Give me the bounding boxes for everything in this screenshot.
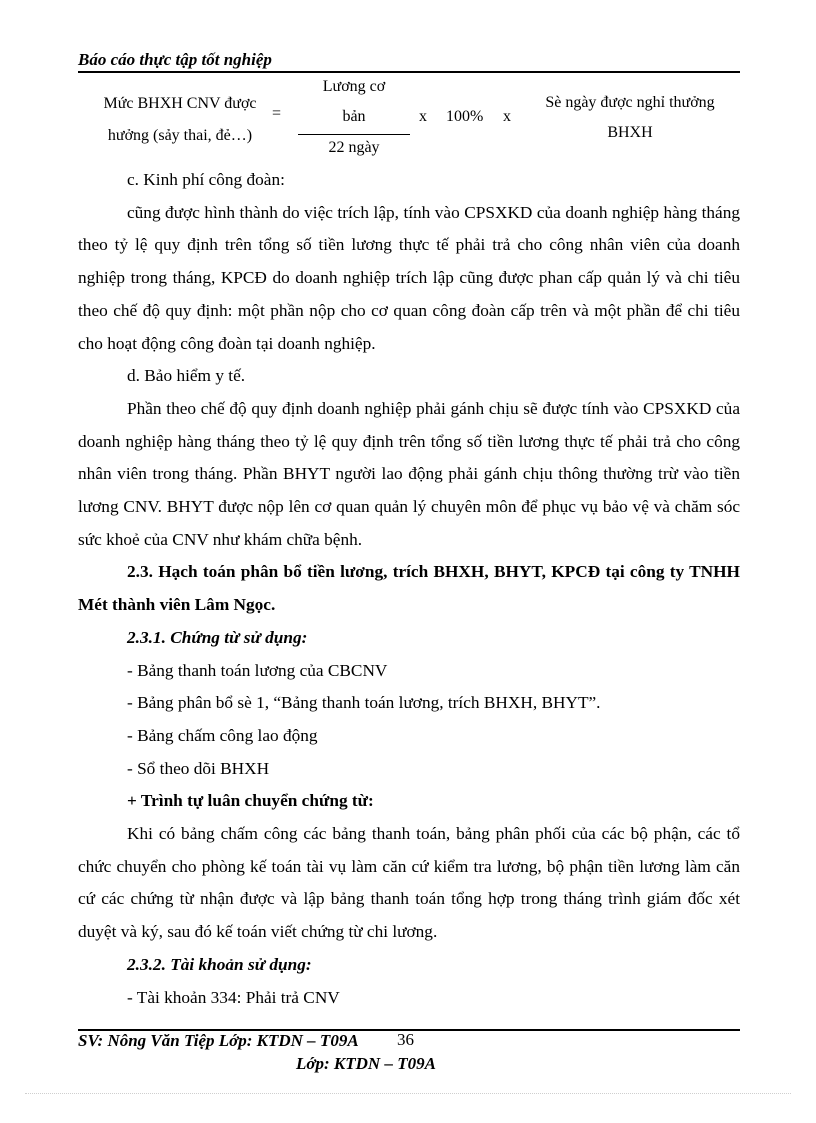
section-heading-2-3-2: 2.3.2. Tài khoản sử dụng: [127, 954, 312, 974]
list-item: - Bảng chấm công lao động [127, 725, 318, 745]
page-boundary [25, 1093, 791, 1094]
formula-times-2: x [503, 108, 511, 125]
formula-denominator: 22 ngày [328, 139, 380, 156]
footer-class-line: Lớp: KTDN – T09A [296, 1054, 436, 1073]
footer-student-line: SV: Nông Văn Tiệp Lớp: KTDN – T09A [78, 1031, 359, 1050]
formula-numerator-line1: Lương cơ [322, 78, 386, 95]
subheading-kinh-phi-cong-doan: c. Kinh phí công đoàn: [127, 170, 285, 189]
paragraph-bhyt: Phần theo chế độ quy định doanh nghiệp phải gánh chịu sẽ được tính vào CPSXKD của doanh nghiệp hàng tháng theo tỷ lệ quy định trên tổng số tiền lương thực tế phải trả cho công nhân viên trong tháng. Phần BHYT người lao động phải gánh chịu thông thường trừ vào tiền lương CNV. BHYT được nộp lên cơ quan quản lý chuyên môn để phục vụ bảo vệ và chăm sóc sức khoẻ của CNV như khám chữa bệnh. [78, 398, 740, 549]
paragraph-kpcd: cũng được hình thành do việc trích lập, tính vào CPSXKD của doanh nghiệp hàng tháng theo tỷ lệ quy định trên tổng số tiền lương thực tế phải trả cho công nhân viên của doanh nghiệp trong tháng, KPCĐ do doanh nghiệp trích lập cũng được phan cấp quản lý và chi tiêu theo chế độ quy định: một phần nộp cho cơ quan công đoàn cấp trên và một phần để chi tiêu cho hoạt động công đoàn tại doanh nghiệp. [78, 202, 740, 353]
formula-times-1: x [419, 108, 427, 125]
formula-numerator-line2: bản [342, 108, 366, 125]
section-heading-2-3: 2.3. Hạch toán phân bổ tiền lương, trích BHXH, BHYT, KPCĐ tại công ty TNHH Mét thành viên Lâm Ngọc. [78, 562, 740, 615]
section-heading-2-3-1: 2.3.1. Chứng từ sử dụng: [127, 627, 308, 647]
document-header-title: Báo cáo thực tập tốt nghiệp [78, 50, 272, 69]
list-item: - Sổ theo dõi BHXH [127, 758, 270, 778]
paragraph-luan-chuyen: Khi có bảng chấm công các bảng thanh toán, bảng phân phối của các bộ phận, các tổ chức chuyển cho phòng kế toán tài vụ làm căn cứ kiểm tra lương, bộ phận tiền lương làm căn cứ các chứng từ nhận được và lập bảng thanh toán tổng hợp trong tháng trình giám đốc xét duyệt và ký, sau đó kế toán viết chứng từ chi lương. [78, 824, 740, 942]
page-number: 36 [397, 1030, 414, 1049]
formula-fraction [298, 72, 410, 157]
document-body [78, 164, 740, 1014]
formula-left-term [80, 88, 280, 152]
formula-right-line2: BHXH [607, 124, 653, 141]
formula-equals: = [272, 105, 282, 122]
formula-left-line1: Mức BHXH CNV được [103, 95, 257, 112]
formula-percent: 100% [446, 108, 484, 125]
formula-right-line1: Sè ngày được nghỉ thưởng [545, 94, 715, 111]
subheading-bao-hiem-y-te: d. Bảo hiểm y tế. [127, 366, 246, 386]
formula-left-line2: hưởng (sảy thai, đẻ…) [107, 127, 253, 144]
subheading-trinh-tu-luan-chuyen: + Trình tự luân chuyển chứng từ: [127, 791, 374, 811]
list-item: - Tài khoản 334: Phải trả CNV [127, 987, 340, 1007]
fraction-bar [298, 134, 410, 135]
formula-right-term [530, 88, 730, 148]
list-item: - Bảng thanh toán lương của CBCNV [127, 660, 388, 680]
list-item: - Bảng phân bổ sè 1, “Bảng thanh toán lương, trích BHXH, BHYT”. [127, 693, 601, 713]
